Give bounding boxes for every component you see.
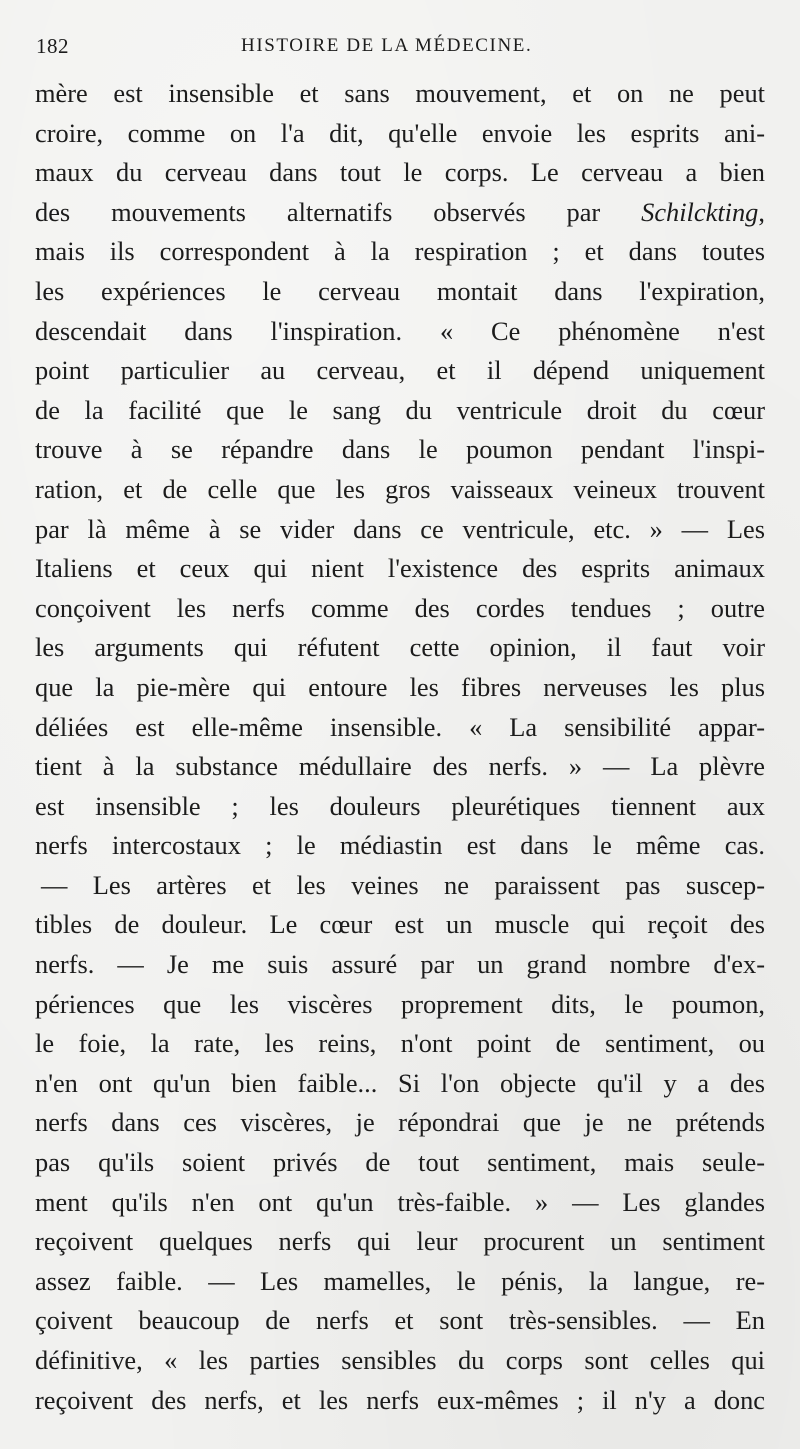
- text-line: déliées est elle-même insensible. « La sensibilité appar-: [35, 711, 765, 742]
- text-line: croire, comme on l'a dit, qu'elle envoie les esprits ani-: [35, 117, 765, 148]
- running-head: HISTOIRE DE LA MÉDECINE.: [241, 35, 533, 56]
- text-line: reçoivent des nerfs, et les nerfs eux-mêmes ; il n'y a donc: [35, 1384, 765, 1415]
- text-line: nerfs intercostaux ; le médiastin est dans le même cas.: [35, 830, 765, 861]
- text-line: le foie, la rate, les reins, n'ont point de sentiment, ou: [35, 1028, 765, 1059]
- text-line: nerfs dans ces viscères, je répondrai que je ne prétends: [35, 1107, 765, 1138]
- text-line: ration, et de celle que les gros vaisseaux veineux trouvent: [35, 473, 765, 504]
- text-line: tient à la substance médullaire des nerfs. » — La plèvre: [35, 751, 765, 782]
- text-line: descendait dans l'inspiration. « Ce phénomène n'est: [35, 315, 765, 346]
- text-line: périences que les viscères proprement dits, le poumon,: [35, 988, 765, 1019]
- text-line: conçoivent les nerfs comme des cordes tendues ; outre: [35, 592, 765, 623]
- text-line: par là même à se vider dans ce ventricule, etc. » — Les: [35, 513, 765, 544]
- text-line: les arguments qui réfutent cette opinion, il faut voir: [35, 632, 765, 663]
- text-line: que la pie-mère qui entoure les fibres nerveuses les plus: [35, 671, 765, 702]
- text-line: reçoivent quelques nerfs qui leur procurent un sentiment: [35, 1226, 765, 1257]
- text-line: mais ils correspondent à la respiration ; et dans toutes: [35, 236, 765, 267]
- text-line: trouve à se répandre dans le poumon pendant l'inspi-: [35, 434, 765, 465]
- text-line: de la facilité que le sang du ventricule droit du cœur: [35, 394, 765, 425]
- text-line: point particulier au cerveau, et il dépend uniquement: [35, 355, 765, 386]
- text-line: est insensible ; les douleurs pleurétiques tiennent aux: [35, 790, 765, 821]
- page-number: 182: [36, 34, 69, 58]
- text-line: n'en ont qu'un bien faible... Si l'on objecte qu'il y a des: [35, 1067, 765, 1098]
- text-line: assez faible. — Les mamelles, le pénis, la langue, re-: [35, 1265, 765, 1296]
- text-line: mère est insensible et sans mouvement, et on ne peut: [35, 78, 765, 108]
- text-line: Italiens et ceux qui nient l'existence des esprits animaux: [35, 553, 765, 584]
- italic-name: Schilckting: [641, 196, 759, 227]
- text-line: ment qu'ils n'en ont qu'un très-faible. » — Les glandes: [35, 1186, 765, 1217]
- page-header: [36, 34, 756, 60]
- text-line: définitive, « les parties sensibles du corps sont celles qui: [35, 1345, 765, 1375]
- text-line: tibles de douleur. Le cœur est un muscle qui reçoit des: [35, 909, 765, 940]
- text-line: maux du cerveau dans tout le corps. Le cerveau a bien: [35, 157, 765, 188]
- text-line: pas qu'ils soient privés de tout sentiment, mais seule-: [35, 1147, 765, 1178]
- body-text: [35, 74, 765, 1420]
- text-line: — Les artères et les veines ne paraissent pas suscep-: [41, 869, 765, 900]
- text-line: çoivent beaucoup de nerfs et sont très-sensibles. — En: [35, 1305, 765, 1336]
- text-line: nerfs. — Je me suis assuré par un grand nombre d'ex-: [35, 949, 765, 980]
- text-line: les expériences le cerveau montait dans l'expiration,: [35, 275, 765, 306]
- text-line: des mouvements alternatifs observés par Schilckting,: [35, 196, 765, 227]
